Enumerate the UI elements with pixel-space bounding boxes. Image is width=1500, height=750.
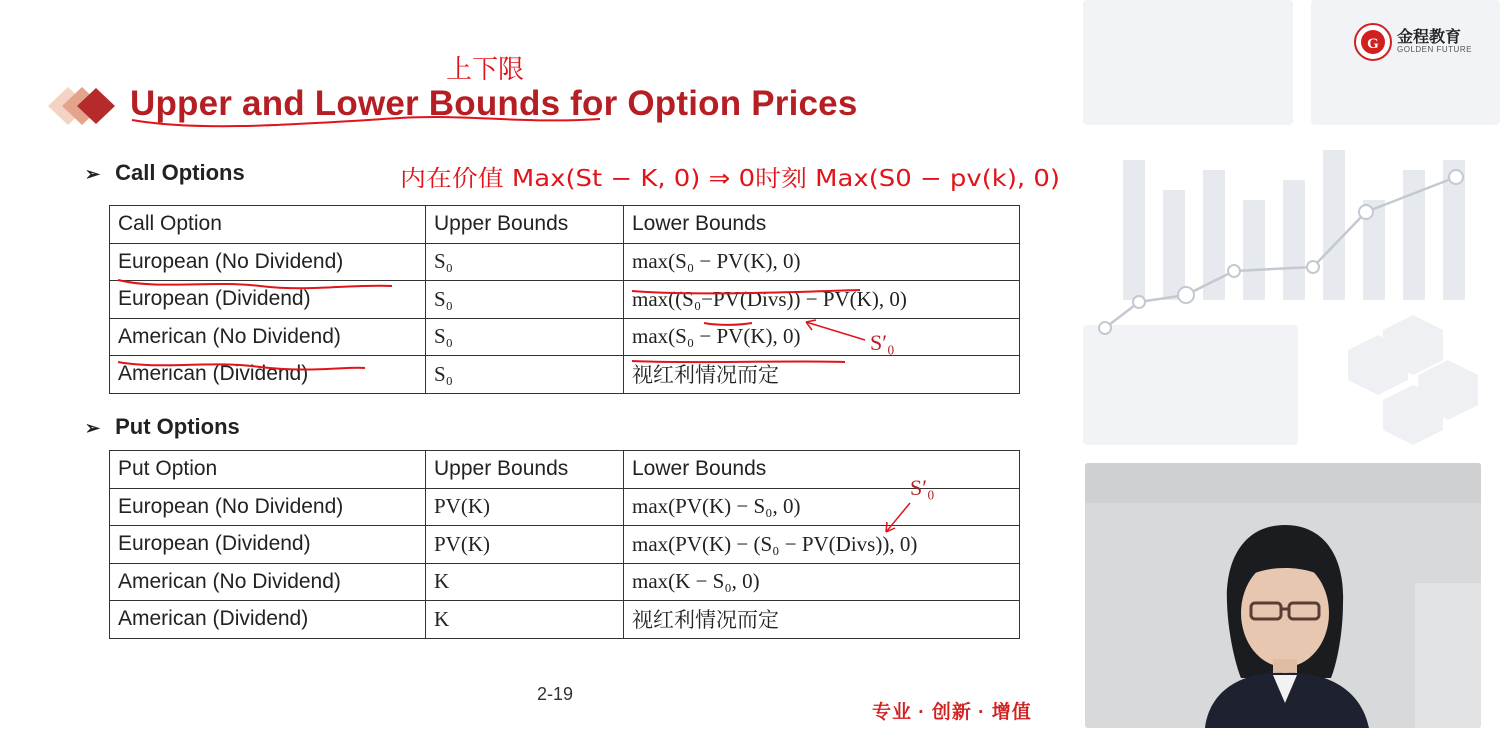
- header-cell: Upper Bounds: [426, 206, 624, 244]
- brand-name: 金程教育: [1397, 29, 1462, 46]
- brand-subtitle: GOLDEN FUTURE: [1397, 45, 1472, 54]
- table-row: [110, 601, 1020, 639]
- option-type-cell: European (Dividend): [110, 526, 426, 564]
- title-diamond-icon: [46, 85, 126, 127]
- lower-bound-cell: max(K − S₀, 0): [624, 563, 1020, 601]
- call-options-table: [109, 205, 1020, 394]
- upper-bound-cell: PV(K): [426, 526, 624, 564]
- table-row: [110, 318, 1020, 356]
- upper-bound-cell: S₀: [426, 318, 624, 356]
- upper-bound-cell: K: [426, 563, 624, 601]
- table-row: [110, 563, 1020, 601]
- table-row: [110, 526, 1020, 564]
- lower-bound-cell: max((S₀−PV(Divs)) − PV(K), 0): [624, 281, 1020, 319]
- header-cell: Lower Bounds: [624, 206, 1020, 244]
- table-row: [110, 488, 1020, 526]
- table-row: [110, 356, 1020, 394]
- call-intrinsic-annotation: 内在价值 Max(St − K, 0) ⇒ 0时刻 Max(S0 − pv(k), 0): [400, 166, 1060, 192]
- header-cell: Call Option: [110, 206, 426, 244]
- option-type-cell: European (Dividend): [110, 281, 426, 319]
- upper-bound-cell: S₀: [426, 243, 624, 281]
- upper-bound-cell: K: [426, 601, 624, 639]
- lower-bound-cell: 视红利情况而定: [624, 356, 1020, 394]
- upper-bound-cell: S₀: [426, 356, 624, 394]
- option-type-cell: European (No Dividend): [110, 243, 426, 281]
- title-annotation: 上下限: [446, 55, 525, 85]
- lower-bound-cell: max(S₀ − PV(K), 0): [624, 318, 1020, 356]
- lower-bound-cell: 视红利情况而定: [624, 601, 1020, 639]
- svg-text:G: G: [1367, 36, 1379, 52]
- header-cell: Lower Bounds: [624, 451, 1020, 489]
- table-header-row: [110, 451, 1020, 489]
- bullet-arrow-icon: ➢: [85, 418, 101, 438]
- option-type-cell: American (No Dividend): [110, 563, 426, 601]
- put-options-label: Put Options: [115, 414, 240, 439]
- table-header-row: [110, 206, 1020, 244]
- put-options-table: [109, 450, 1020, 639]
- option-type-cell: American (Dividend): [110, 356, 426, 394]
- lower-bound-cell: max(PV(K) − (S₀ − PV(Divs)), 0): [624, 526, 1020, 564]
- call-options-label: Call Options: [115, 160, 245, 185]
- header-cell: Upper Bounds: [426, 451, 624, 489]
- option-type-cell: American (Dividend): [110, 601, 426, 639]
- s0-prime-put-label: S′₀: [910, 475, 935, 500]
- header-cell: Put Option: [110, 451, 426, 489]
- put-options-heading: [85, 414, 240, 440]
- presenter-image: [1085, 463, 1481, 728]
- table-row: [110, 281, 1020, 319]
- slogan: 专业 · 创新 · 增值: [872, 702, 1032, 723]
- page-number: 2-19: [537, 684, 574, 704]
- upper-bound-cell: PV(K): [426, 488, 624, 526]
- call-options-heading: [85, 160, 245, 186]
- bullet-arrow-icon: ➢: [85, 164, 101, 184]
- lower-bound-cell: max(S₀ − PV(K), 0): [624, 243, 1020, 281]
- lower-bound-cell: max(PV(K) − S₀, 0): [624, 488, 1020, 526]
- option-type-cell: American (No Dividend): [110, 318, 426, 356]
- background-infographic: [1083, 0, 1500, 465]
- s0-prime-call-label: S′₀: [870, 330, 895, 355]
- page-title: Upper and Lower Bounds for Option Prices: [130, 84, 858, 123]
- table-row: [110, 243, 1020, 281]
- upper-bound-cell: S₀: [426, 281, 624, 319]
- option-type-cell: European (No Dividend): [110, 488, 426, 526]
- instructor-video: [1085, 463, 1481, 728]
